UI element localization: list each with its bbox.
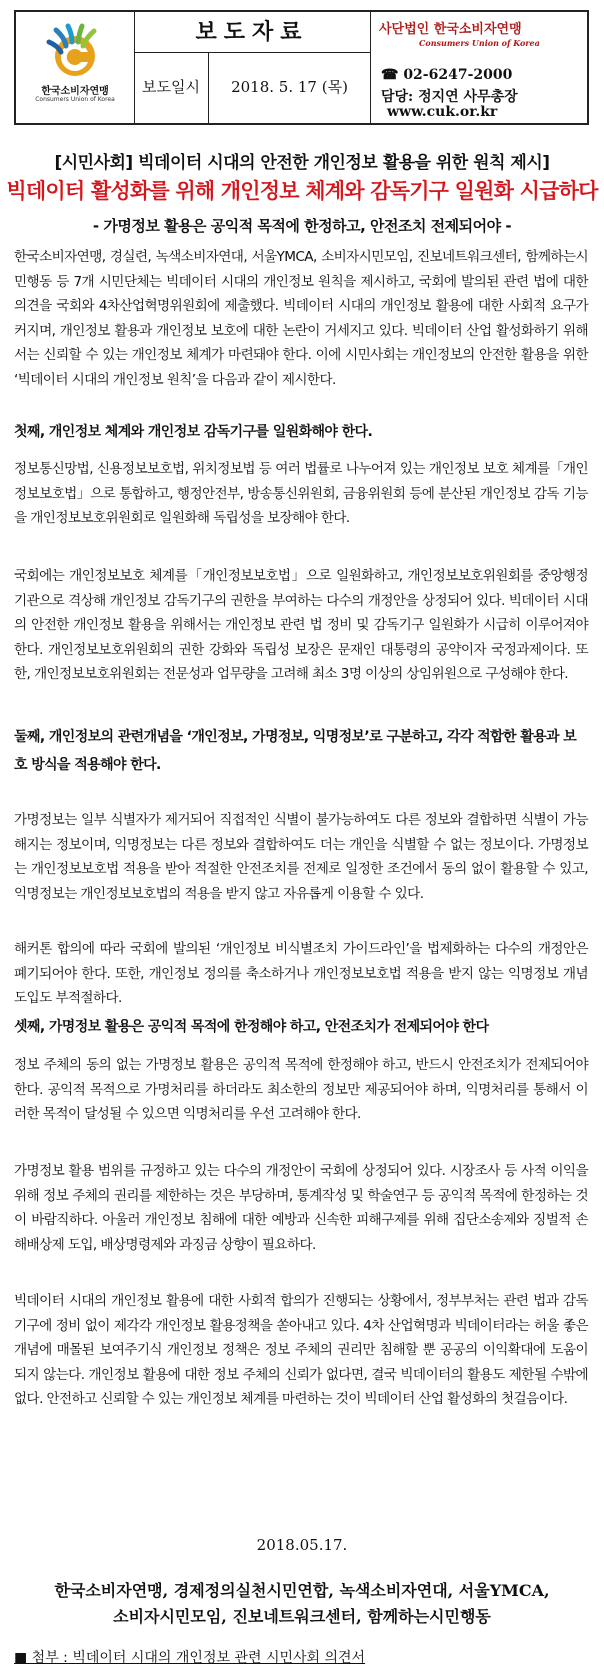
logo-cell — [16, 12, 135, 123]
section-heading-first: 첫째, 개인정보 체계와 개인정보 감독기구를 일원화해야 한다. — [14, 424, 373, 440]
cuk-logo-icon — [16, 16, 134, 86]
title-date-cell — [134, 12, 370, 123]
paragraph: 빅데이터 시대의 개인정보 활용에 대한 사회적 합의가 진행되는 상황에서, 정부부처는 관련 법과 감독기구에 정비 없이 제각각 개인정보 활용정책을 쏟아내고 있다. 4차 산업혁명과 빅데이터라는 허울 좋은 개념에 매몰된 보여주기식 개인정보 정책은 정보 주체의 권리만 침해할 뿐 공공의 이익확대에 도움이 되지 않는다. 개인정보 활용에 대한 정보 주체의 신뢰가 없다면, 결국 빅데이터의 활용도 제한될 수밖에 없다. 안전하고 신뢰할 수 있는 개인정보 체계를 마련하는 것이 빅데이터 산업 활성화의 첫걸음이다. — [14, 1293, 588, 1407]
press-header-box — [14, 10, 589, 125]
release-date: 2018.05.17. — [256, 1536, 348, 1554]
paragraph: 정보통신망법, 신용정보보호법, 위치정보법 등 여러 법률로 나누어져 있는 개인정보 보호 체계를「개인정보보호법」으로 통합하고, 행정안전부, 방송통신위원회, 금융위원회 등에 분산된 개인정보 감독 기능을 개인정보보호위원회로 일원화해 독립성을 보장해야 한다. — [14, 461, 588, 526]
section-heading-second: 둘째, 개인정보의 관련개념을 ‘개인정보, 가명정보, 익명정보’로 구분하고, 각각 적합한 활용과 보호 방식을 적용해야 한다. — [14, 729, 577, 773]
headline-subtitle: - 가명정보 활용은 공익적 목적에 한정하고, 안전조치 전제되어야 - — [92, 217, 512, 235]
contact-cell — [370, 12, 587, 123]
org-name-en: Consumers Union of Korea — [419, 38, 540, 48]
contact-person: 담당: 정지연 사무총장 — [381, 89, 518, 105]
paragraph: 해커톤 합의에 따라 국회에 발의된 ‘개인정보 비식별조치 가이드라인’을 법제화하는 다수의 개정안은 폐기되어야 한다. 또한, 개인정보 정의를 축소하거나 개인정보보호법 적용을 받지 않는 익명정보 개념 도입도 부적절하다. — [14, 941, 588, 1006]
website-link[interactable]: www.cuk.or.kr — [387, 104, 498, 120]
press-release-title: 보도자료 — [134, 12, 370, 53]
headline-kicker: [시민사회] 빅데이터 시대의 안전한 개인정보 활용을 위한 원칙 제시] — [54, 153, 550, 173]
org-name: 사단법인 한국소비자연맹 — [379, 22, 522, 37]
paragraph: 가명정보 활용 범위를 규정하고 있는 다수의 개정안이 국회에 상정되어 있다. 시장조사 등 사적 이익을 위해 정보 주체의 권리를 제한하는 것은 부당하며, 통계작성 및 학술연구 등 공익적 목적에 한정하는 것이 바람직하다. 아울러 개인정보 침해에 대한 예방과 신속한 피해구제를 위해 집단소송제와 징벌적 손해배상제 도입, 배상명령제와 과징금 상향이 필요하다. — [14, 1163, 588, 1253]
paragraph: 국회에는 개인정보보호 체계를「개인정보보호법」으로 일원화하고, 개인정보보호위원회를 중앙행정기관으로 격상해 개인정보 감독기구의 권한을 부여하는 다수의 개정안을 상정되어 있다. 빅데이터 시대의 안전한 개인정보 활용을 위해서는 개인정보 관련 법 정비 및 감독기구 일원화가 시급히 이루어져야 한다. 개인정보보호위원회의 권한 강화와 독립성 보장은 문재인 대통령의 공약이자 국정과제이다. 또한, 개인정보보호위원회는 전문성과 업무량을 고려해 최소 3명 이상의 상임위원으로 구성해야 한다. — [14, 568, 588, 682]
phone-number: ☎ 02-6247-2000 — [381, 67, 513, 83]
paragraph: 가명정보는 일부 식별자가 제거되어 직접적인 식별이 불가능하여도 다른 정보와 결합하면 식별이 가능해지는 정보이며, 익명정보는 다른 정보와 결합하여도 더는 개인을 식별할 수 없는 정보이다. 가명정보는 개인정보보호법 적용을 받아 적절한 안전조치를 전제로 일정한 조건에서 동의 없이 활용할 수 있고, 익명정보는 개인정보보호법의 적용을 받지 않고 자유롭게 이용할 수 있다. — [14, 812, 588, 902]
signatories-line-2: 소비자시민모임, 진보네트워크센터, 함께하는시민행동 — [113, 1607, 491, 1626]
intro-paragraph: 한국소비자연맹, 경실련, 녹색소비자연대, 서울YMCA, 소비자시민모임, 진보네트워크센터, 함께하는시민행동 등 7개 시민단체는 빅데이터 시대의 개인정보 원칙을 제시하고, 국회에 발의된 관련 법에 대한 의견을 국회와 4차산업혁명위원회에 제출했다. 빅데이터 시대의 개인정보 활용에 대한 사회적 요구가 커지며, 개인정보 활용과 개인정보 보호에 대한 논란이 거세지고 있다. 빅데이터 산업 활성화하기 위해서는 신뢰할 수 있는 개인정보 체계가 마련돼야 한다. 이에 시민사회는 개인정보의 안전한 활용을 위한 ‘빅데이터 시대의 개인정보 원칙’을 다음과 같이 제시한다. — [14, 249, 588, 388]
release-date-value: 2018. 5. 17 (목) — [231, 78, 348, 96]
logo-name: 한국소비자연맹 — [41, 86, 109, 97]
signatories — [0, 1578, 604, 1630]
section-heading-third: 셋째, 가명정보 활용은 공익적 목적에 한정해야 하고, 안전조치가 전제되어야 한다 — [14, 1019, 489, 1035]
attachment-note[interactable]: ■ 첨부 : 빅데이터 시대의 개인정보 관련 시민사회 의견서 — [14, 1650, 366, 1666]
paragraph: 정보 주체의 동의 없는 가명정보 활용은 공익적 목적에 한정해야 하고, 반드시 안전조치가 전제되어야 한다. 공익적 목적으로 가명처리를 하더라도 최소한의 정보만 제공되어야 하며, 익명처리를 통해서 이러한 목적이 달성될 수 있으면 익명처리를 우선 고려해야 한다. — [14, 1057, 588, 1122]
signatories-line-1: 한국소비자연맹, 경제정의실천시민연합, 녹색소비자연대, 서울YMCA, — [54, 1581, 550, 1600]
logo-name-en: Consumers Union of Korea — [35, 96, 115, 103]
headline-title: 빅데이터 활성화를 위해 개인정보 체계와 감독기구 일원화 시급하다 — [6, 179, 598, 203]
release-date-label: 보도일시 — [134, 52, 209, 123]
